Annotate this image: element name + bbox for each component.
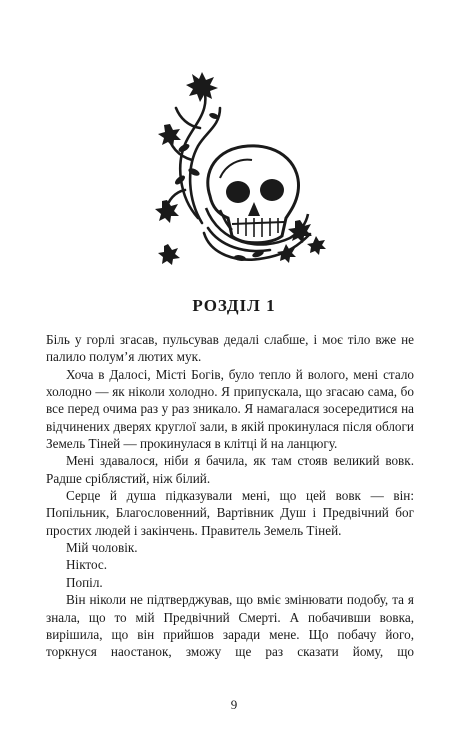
paragraph: Попіл.	[66, 574, 103, 590]
paragraph: Серце й душа підказували мені, що цей вовк — він: Попільник, Благословенний, Вартівник Душ і Предвічний бог простих людей і закінчень. Правитель Земель Тіней.	[46, 488, 414, 538]
paragraph: Ніктос.	[66, 557, 108, 573]
paragraph: Мені здавалося, ніби я бачила, як там стояв великий вовк. Радше сріблястий, ніж білий.	[46, 453, 414, 486]
paragraph: Біль у горлі згасав, пульсував дедалі слабше, і моє тіло вже не палило полум’я лютих мук.	[46, 332, 414, 365]
skull-vines-illustration	[140, 68, 330, 268]
paragraph: Мій чоловік.	[66, 540, 138, 556]
page-number: 9	[230, 697, 238, 712]
paragraph: Хоча в Далосі, Місті Богів, було тепло й волого, мені стало холодно — як ніколи холодно. Я припускала, що згасаю сама, бо все перед очима раз у раз зникало. Я намагалася зосередитися на відчинених дверях круглої зали, в якій прокинулася після облоги Земель Тіней — прокинулася в клітці й на ланцюгу.	[46, 366, 414, 452]
chapter-body	[46, 331, 414, 661]
paragraph: Він ніколи не підтверджував, що вміє змінювати подобу, та я знала, що то мій Предвічний Смерті. А побачивши вовка, вирішила, що він прийшов заради мене. Що побачу його, торкнуся наостанок, зможу ще раз сказати йому, що	[46, 592, 414, 660]
chapter-title: РОЗДІЛ 1	[192, 296, 276, 315]
